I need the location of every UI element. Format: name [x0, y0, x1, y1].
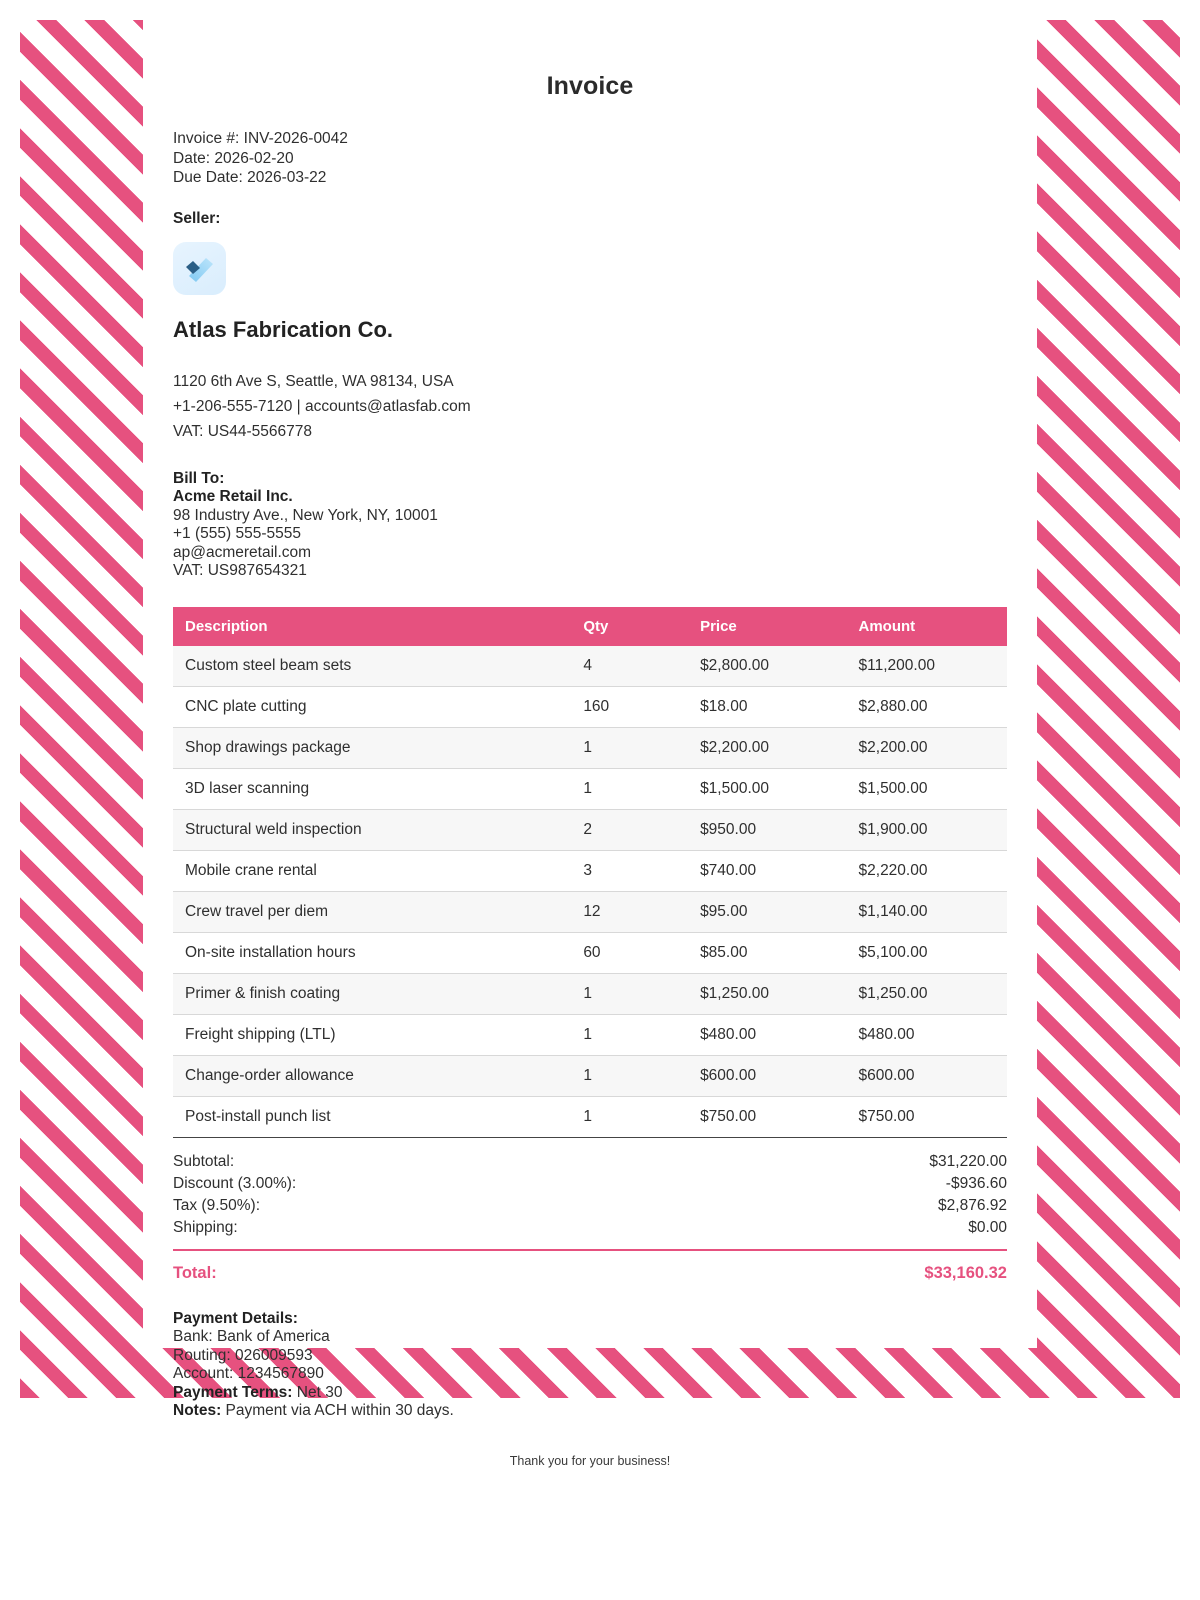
bill-to-vat: VAT: US987654321 [173, 562, 307, 579]
cell-qty: 1 [573, 727, 690, 768]
table-row [173, 973, 1007, 1014]
totals-row-discount [173, 1173, 1007, 1195]
page-title: Invoice [546, 72, 634, 100]
cell-price: $1,250.00 [690, 973, 848, 1014]
cell-description: 3D laser scanning [173, 768, 573, 809]
line-items-table [173, 607, 1007, 1138]
invoice-number: Invoice #: INV-2026-0042 [173, 130, 348, 147]
table-row [173, 646, 1007, 687]
cell-amount: $1,900.00 [849, 809, 1007, 850]
cell-description: Post-install punch list [173, 1096, 573, 1137]
column-header-amount: Amount [849, 607, 1007, 646]
payment-details-label: Payment Details: [173, 1309, 298, 1327]
cell-qty: 60 [573, 932, 690, 973]
cell-price: $950.00 [690, 809, 848, 850]
seller-vat: VAT: US44-5566778 [173, 422, 313, 440]
discount-value: -$936.60 [945, 1174, 1007, 1192]
seller-address: 1120 6th Ave S, Seattle, WA 98134, USA [173, 372, 454, 390]
table-row [173, 1096, 1007, 1137]
seller-contact: +1-206-555-7120 | accounts@atlasfab.com [173, 397, 471, 415]
bill-to-label: Bill To: [173, 469, 225, 487]
cell-description: Custom steel beam sets [173, 646, 573, 687]
column-header-price: Price [690, 607, 848, 646]
table-row [173, 932, 1007, 973]
cell-qty: 1 [573, 1055, 690, 1096]
payment-account: Account: 1234567890 [173, 1365, 324, 1382]
cell-amount: $1,140.00 [849, 891, 1007, 932]
subtotal-value: $31,220.00 [929, 1152, 1007, 1170]
cell-description: Shop drawings package [173, 727, 573, 768]
cell-price: $18.00 [690, 686, 848, 727]
table-row [173, 1014, 1007, 1055]
cell-amount: $750.00 [849, 1096, 1007, 1137]
total-divider [173, 1249, 1007, 1251]
cell-amount: $5,100.00 [849, 932, 1007, 973]
totals-block [173, 1151, 1007, 1284]
cell-qty: 1 [573, 768, 690, 809]
invoice-date: Date: 2026-02-20 [173, 149, 294, 167]
cell-qty: 2 [573, 809, 690, 850]
shipping-value: $0.00 [968, 1218, 1007, 1236]
cell-description: CNC plate cutting [173, 686, 573, 727]
footer-thank-you: Thank you for your business! [509, 1453, 671, 1468]
cell-amount: $600.00 [849, 1055, 1007, 1096]
cell-qty: 1 [573, 973, 690, 1014]
bill-to-email: ap@acmeretail.com [173, 543, 312, 561]
table-row [173, 686, 1007, 727]
cell-description: Freight shipping (LTL) [173, 1014, 573, 1055]
cell-qty: 1 [573, 1096, 690, 1137]
table-header-row [173, 607, 1007, 646]
payment-bank: Bank: Bank of America [173, 1328, 330, 1345]
cell-description: Crew travel per diem [173, 891, 573, 932]
payment-terms-label: Payment Terms: [173, 1383, 293, 1401]
payment-notes-label: Notes: [173, 1402, 222, 1419]
discount-label: Discount (3.00%): [173, 1174, 297, 1192]
bill-to-address: 98 Industry Ave., New York, NY, 10001 [173, 506, 438, 524]
cell-price: $1,500.00 [690, 768, 848, 809]
cell-price: $85.00 [690, 932, 848, 973]
invoice-due-date: Due Date: 2026-03-22 [173, 169, 327, 186]
column-header-qty: Qty [573, 607, 690, 646]
cell-amount: $2,880.00 [849, 686, 1007, 727]
table-row [173, 1055, 1007, 1096]
cell-price: $2,200.00 [690, 727, 848, 768]
cell-price: $750.00 [690, 1096, 848, 1137]
table-row [173, 850, 1007, 891]
cell-price: $740.00 [690, 850, 848, 891]
seller-address-block [173, 369, 1007, 444]
totals-row-shipping [173, 1217, 1007, 1239]
cell-amount: $2,220.00 [849, 850, 1007, 891]
bill-to-name: Acme Retail Inc. [173, 488, 293, 505]
cell-description: Primer & finish coating [173, 973, 573, 1014]
column-header-description: Description [173, 607, 573, 646]
invoice-meta-block [173, 129, 1007, 188]
seller-logo [173, 242, 226, 295]
payment-details-block [173, 1310, 1007, 1421]
total-label: Total: [173, 1263, 217, 1282]
seller-label: Seller: [173, 209, 221, 227]
total-value: $33,160.32 [924, 1263, 1007, 1282]
seller-name: Atlas Fabrication Co. [173, 316, 394, 342]
invoice-card [143, 20, 1037, 1468]
cell-description: Structural weld inspection [173, 809, 573, 850]
cell-amount: $1,250.00 [849, 973, 1007, 1014]
table-row [173, 891, 1007, 932]
payment-notes [173, 1402, 1007, 1421]
payment-terms-value: Net 30 [296, 1383, 343, 1401]
subtotal-label: Subtotal: [173, 1152, 235, 1170]
cell-qty: 160 [573, 686, 690, 727]
cell-qty: 3 [573, 850, 690, 891]
cell-qty: 4 [573, 646, 690, 687]
payment-terms [173, 1384, 1007, 1403]
cell-description: On-site installation hours [173, 932, 573, 973]
cell-amount: $1,500.00 [849, 768, 1007, 809]
cell-description: Mobile crane rental [173, 850, 573, 891]
totals-row-tax [173, 1195, 1007, 1217]
cell-amount: $2,200.00 [849, 727, 1007, 768]
tax-value: $2,876.92 [938, 1196, 1007, 1214]
cell-qty: 1 [573, 1014, 690, 1055]
table-row [173, 768, 1007, 809]
cell-amount: $480.00 [849, 1014, 1007, 1055]
bill-to-block [173, 470, 1007, 581]
totals-row-total [173, 1262, 1007, 1284]
cell-price: $600.00 [690, 1055, 848, 1096]
shipping-label: Shipping: [173, 1218, 238, 1236]
payment-routing: Routing: 026009593 [173, 1346, 313, 1364]
cell-price: $95.00 [690, 891, 848, 932]
cell-qty: 12 [573, 891, 690, 932]
table-row [173, 809, 1007, 850]
totals-row-subtotal [173, 1151, 1007, 1173]
cell-description: Change-order allowance [173, 1055, 573, 1096]
cell-price: $2,800.00 [690, 646, 848, 687]
bill-to-phone: +1 (555) 555-5555 [173, 525, 301, 542]
table-row [173, 727, 1007, 768]
tax-label: Tax (9.50%): [173, 1196, 261, 1214]
payment-notes-value: Payment via ACH within 30 days. [225, 1402, 454, 1419]
cell-price: $480.00 [690, 1014, 848, 1055]
cell-amount: $11,200.00 [849, 646, 1007, 687]
